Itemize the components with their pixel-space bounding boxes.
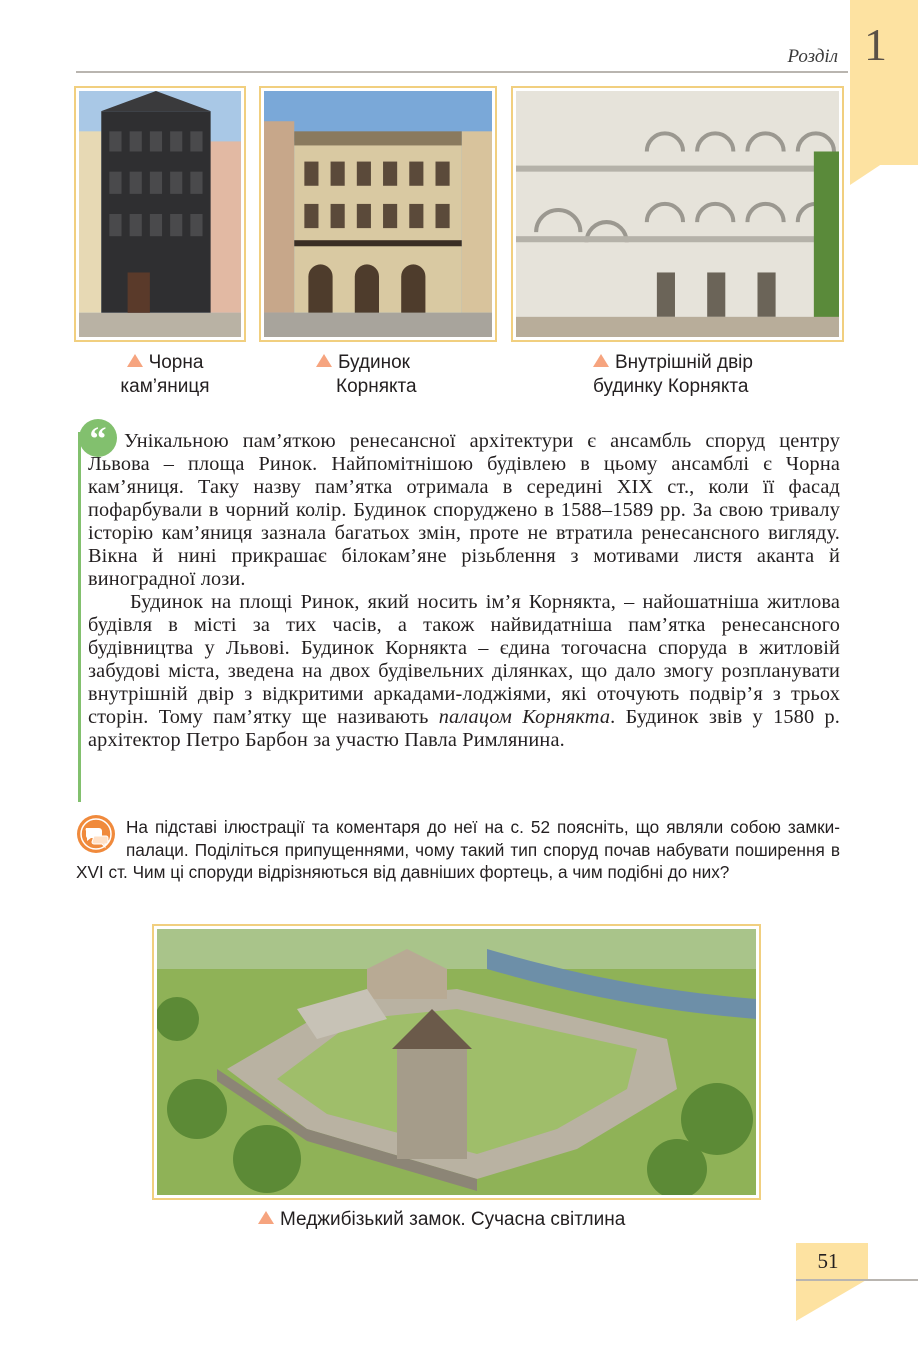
- caption-triangle-icon: [316, 354, 332, 367]
- quote-bar: [78, 432, 81, 802]
- section-tab-fold: [850, 140, 918, 185]
- emphasis-palace: палацом Корнякта: [438, 706, 611, 728]
- section-number: 1: [864, 19, 887, 70]
- section-label: Розділ: [787, 46, 838, 67]
- page-number-fold: [796, 1279, 868, 1321]
- page-number: 51: [817, 1249, 839, 1273]
- svg-text:“: “: [89, 421, 107, 458]
- photo-black-house-caption: Чорна кам’яниця: [120, 352, 210, 397]
- task-text: На підставі ілюстрації та коментаря до неї на с. 52 поясніть, що являли собою замки-палаци. Поділіться припущеннями, чому такий тип споруд почав набувати поширення в XVI ст. Чим ці споруди відрізняються від давніших фортець, а чим подібні до них?: [76, 817, 840, 882]
- paragraph-2: Будинок на площі Ринок, який носить ім’я Корнякта, – найошатніша житлова будівля в місті за тих часів, а також найвидатніша пам’ятка ренесансного будівництва у Львові. Будинок Корнякта – єдина тогочасна споруда в житловій забудові міста, зведена на двох будівельних ділянках, що дало змогу розпланувати внутрішній двір з відкритими аркадами-лоджіями, які оточують подвір’я з трьох сторін. Тому пам’ятку ще називають палацом Корнякта. Будинок звів у 1580 р. архітектор Петро Барбон за участю Павла Римлянина.: [88, 591, 840, 751]
- header-rule: [76, 71, 848, 73]
- paragraph-1: Унікальною пам’яткою ренесансної архітектури є ансамбль споруд центру Львова – площа Ринок. Найпомітнішою будівлею в цьому ансамблі є Чорна кам’яниця. Таку назву пам’ятка отримала в середині XIX ст., коли її фасад пофарбували в чорний колір. Будинок споруджено в 1588–1589 рр. За свою тривалу історію кам’яниця зазнала багатьох змін, проте не втратила ренесансного вигляду. Вікна й нині прикрашає білокам’яне різьблення з мотивами листя аканта й виноградної лози.: [88, 430, 840, 590]
- photo-medzhybizh-castle-caption: Меджибізький замок. Сучасна світлина: [258, 1208, 678, 1232]
- photo-kornyakt-house-caption: Будинок Корнякта: [316, 351, 456, 399]
- photo-medzhybizh-castle: [152, 924, 761, 1200]
- main-text: [88, 430, 840, 752]
- footer-rule: [796, 1279, 918, 1281]
- photo-kornyakt-courtyard-caption: Внутрішній двір будинку Корнякта: [593, 352, 753, 397]
- caption-triangle-icon: [127, 354, 143, 367]
- caption-triangle-icon: [593, 354, 609, 367]
- caption-triangle-icon: [258, 1211, 274, 1224]
- photo-black-house: [74, 86, 246, 342]
- photo-kornyakt-house: [259, 86, 497, 342]
- photo-kornyakt-courtyard: [511, 86, 844, 342]
